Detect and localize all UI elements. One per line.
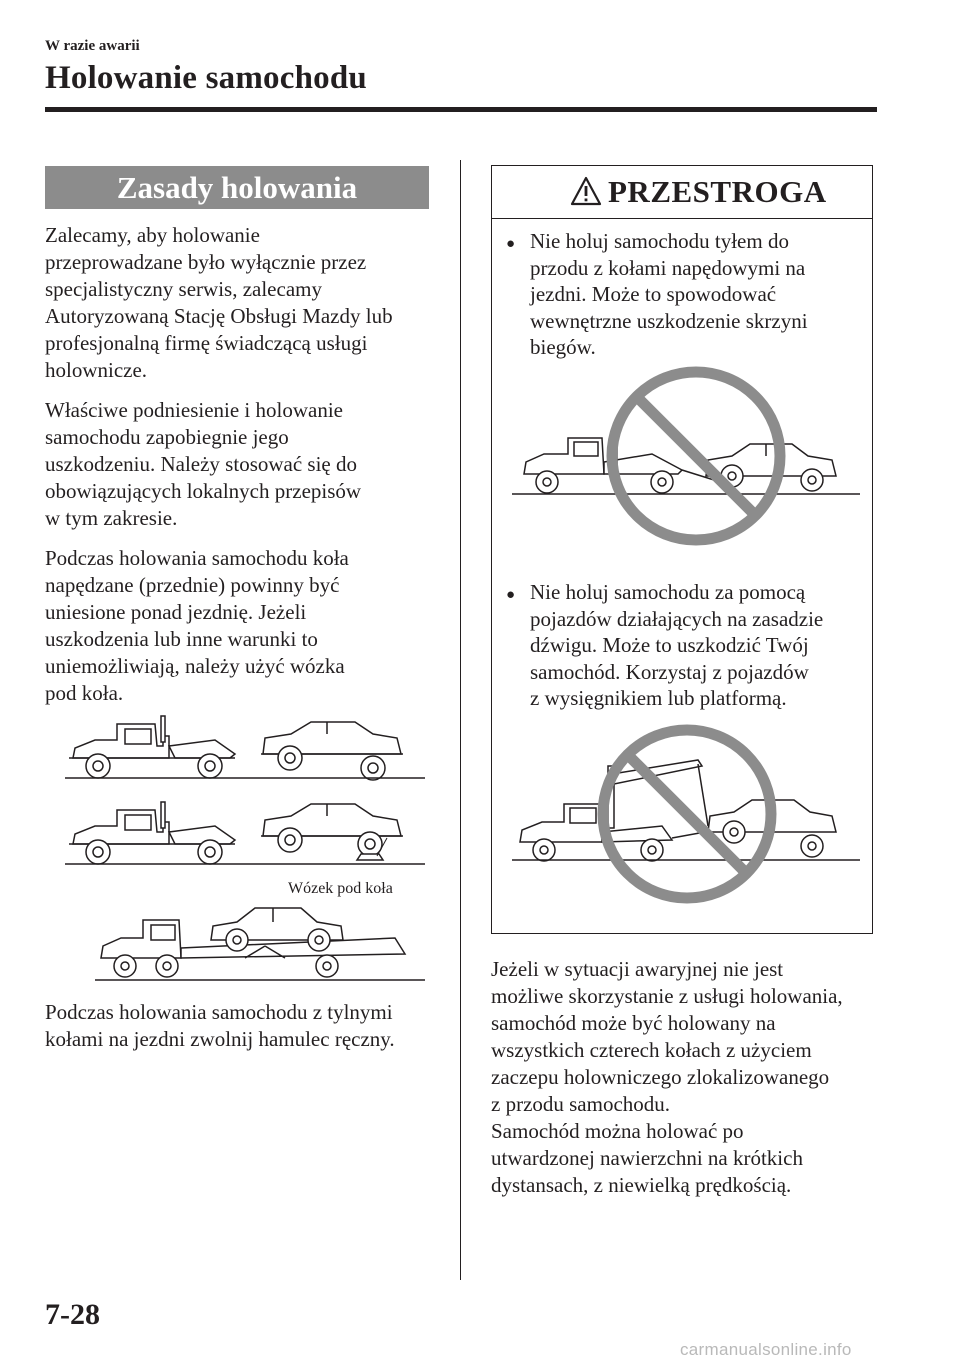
caution-title: PRZESTROGA [608,174,827,209]
illustration-prohibited-rear-tow [502,362,864,552]
caution-bullet-crane-tow: Nie holuj samochodu za pomocą pojazdów działających na zasadzie dźwigu. Może to uszkodzić Twój samochód. Korzystaj z pojazdów z wysięgnikiem lub platformą. [530,580,824,710]
bullet-marker: ● [506,587,516,603]
page-number: 7-28 [45,1298,100,1331]
illustration-prohibited-crane-tow [502,714,864,904]
column-divider [460,160,461,1280]
page-title: Holowanie samochodu [45,60,367,96]
paragraph-proper-towing: Właściwe podniesienie i holowanie samochodu zapobiegnie jego uszkodzeniu. Należy stosować się do obowiązujących lokalnych przepisów w tym zakresie. [45,398,362,530]
illustration-tow-dolly [65,796,435,871]
breadcrumb: W razie awarii [45,38,140,54]
caution-box [491,165,873,934]
section-title: Zasady holowania [45,166,429,209]
paragraph-drive-wheels: Podczas holowania samochodu koła napędzane (przednie) powinny być uniesione ponad jezdnię. Jeżeli uszkodzenia lub inne warunki to uniemożliwiają, należy użyć wózka pod koła. [45,546,349,705]
caution-bullet-rear-tow: Nie holuj samochodu tyłem do przodu z kołami napędowymi na jezdni. Może to spowodować wewnętrzne uszkodzenie skrzyni biegów. [530,229,808,359]
caution-header [492,166,872,219]
bullet-marker: ● [506,236,516,252]
title-rule [45,107,877,112]
paragraph-emergency-towing: Jeżeli w sytuacji awaryjnej nie jest możliwe skorzystanie z usługi holowania, samochód może być holowany na wszystkich czterech kołach z użyciem zaczepu holowniczego zlokalizowanego z przodu samochodu. Samochód można holować po utwardzonej nawierzchni na krótkich dystansach, z niewielką prędkością. [491,957,843,1197]
paragraph-parking-brake: Podczas holowania samochodu z tylnymi kołami na jezdni zwolnij hamulec ręczny. [45,1000,395,1051]
illustration-flatbed [95,898,435,983]
dolly-caption: Wózek pod koła [288,880,393,897]
watermark: carmanualsonline.info [680,1340,852,1359]
paragraph-recommendation: Zalecamy, aby holowanie przeprowadzane było wyłącznie przez specjalistyczny serwis, zalecamy Autoryzowaną Stację Obsługi Mazdy lub profesjonalną firmę świadczącą usługi holownicze. [45,223,393,382]
illustration-wheel-lift-tow [65,710,435,785]
warning-triangle-icon [570,176,602,206]
